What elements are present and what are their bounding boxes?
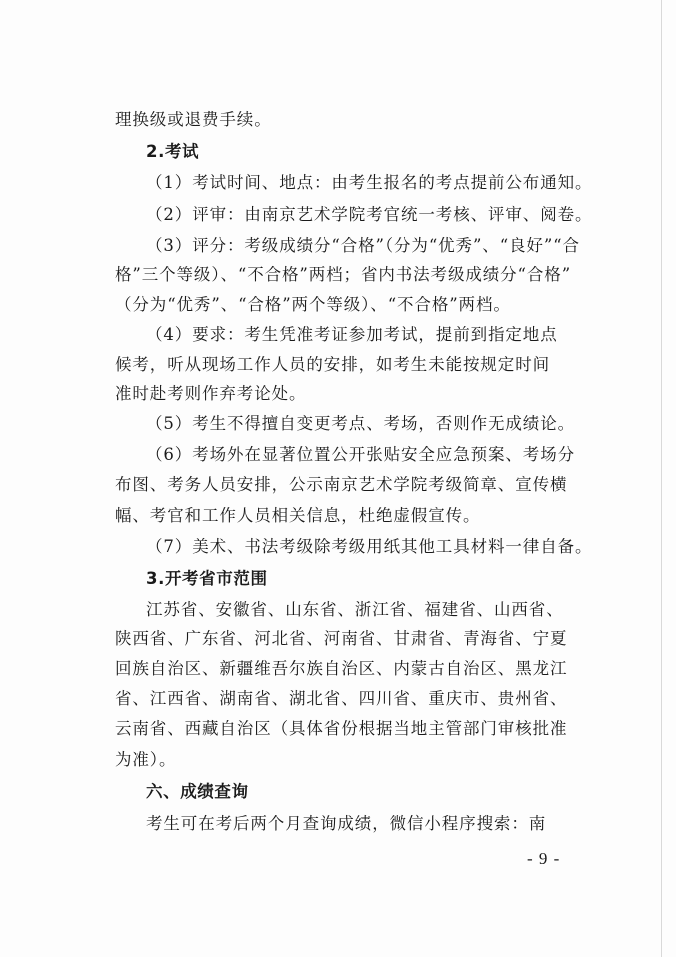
text-line: 考生可在考后两个月查询成绩，微信小程序搜索：南 bbox=[146, 814, 547, 833]
text-line: 候考，听从现场工作人员的安排，如考生未能按规定时间 bbox=[115, 355, 550, 374]
text-line: （3）评分：考级成绩分“合格”（分为“优秀”、“良好”“合 bbox=[146, 236, 580, 255]
text-line: 为准）。 bbox=[115, 750, 177, 769]
text-line: （1）考试时间、地点：由考生报名的考点提前公布通知。 bbox=[146, 173, 593, 192]
text-line: （分为“优秀”、“合格”两个等级）、“不合格”两档。 bbox=[115, 295, 511, 314]
text-line: 回族自治区、新疆维吾尔族自治区、内蒙古自治区、黑龙江 bbox=[115, 659, 568, 678]
text-line: 云南省、西藏自治区（具体省份根据当地主管部门审核批准 bbox=[115, 719, 568, 738]
text-line: 陕西省、广东省、河北省、河南省、甘肃省、青海省、宁夏 bbox=[115, 629, 568, 648]
section-heading-results: 六、成绩查询 bbox=[146, 782, 249, 801]
section-heading-exam: 2.考试 bbox=[146, 142, 200, 161]
text-line: 格”三个等级）、“不合格”两档；省内书法考级成绩分“合格” bbox=[115, 265, 572, 284]
text-line: （7）美术、书法考级除考级用纸其他工具材料一律自备。 bbox=[146, 537, 593, 556]
text-line: 省、江西省、湖南省、湖北省、四川省、重庆市、贵州省、 bbox=[115, 689, 568, 708]
text-line: （2）评审：由南京艺术学院考官统一考核、评审、阅卷。 bbox=[146, 205, 593, 224]
text-line: 布图、考务人员安排，公示南京艺术学院考级简章、宣传横 bbox=[115, 475, 568, 494]
text-line: 幅、考官和工作人员相关信息，杜绝虚假宣传。 bbox=[115, 506, 481, 525]
text-line: （6）考场外在显著位置公开张贴安全应急预案、考场分 bbox=[146, 445, 575, 464]
text-line: （5）考生不得擅自变更考点、考场，否则作无成绩论。 bbox=[146, 414, 575, 433]
page-edge-divider bbox=[661, 0, 662, 957]
section-heading-provinces: 3.开考省市范围 bbox=[146, 569, 268, 588]
page-number: - 9 - bbox=[527, 849, 561, 868]
text-line: （4）要求：考生凭准考证参加考试，提前到指定地点 bbox=[146, 325, 558, 344]
text-line: 江苏省、安徽省、山东省、浙江省、福建省、山西省、 bbox=[146, 600, 564, 619]
text-line: 理换级或退费手续。 bbox=[115, 110, 272, 129]
text-line: 准时赴考则作弃考论处。 bbox=[115, 384, 307, 403]
